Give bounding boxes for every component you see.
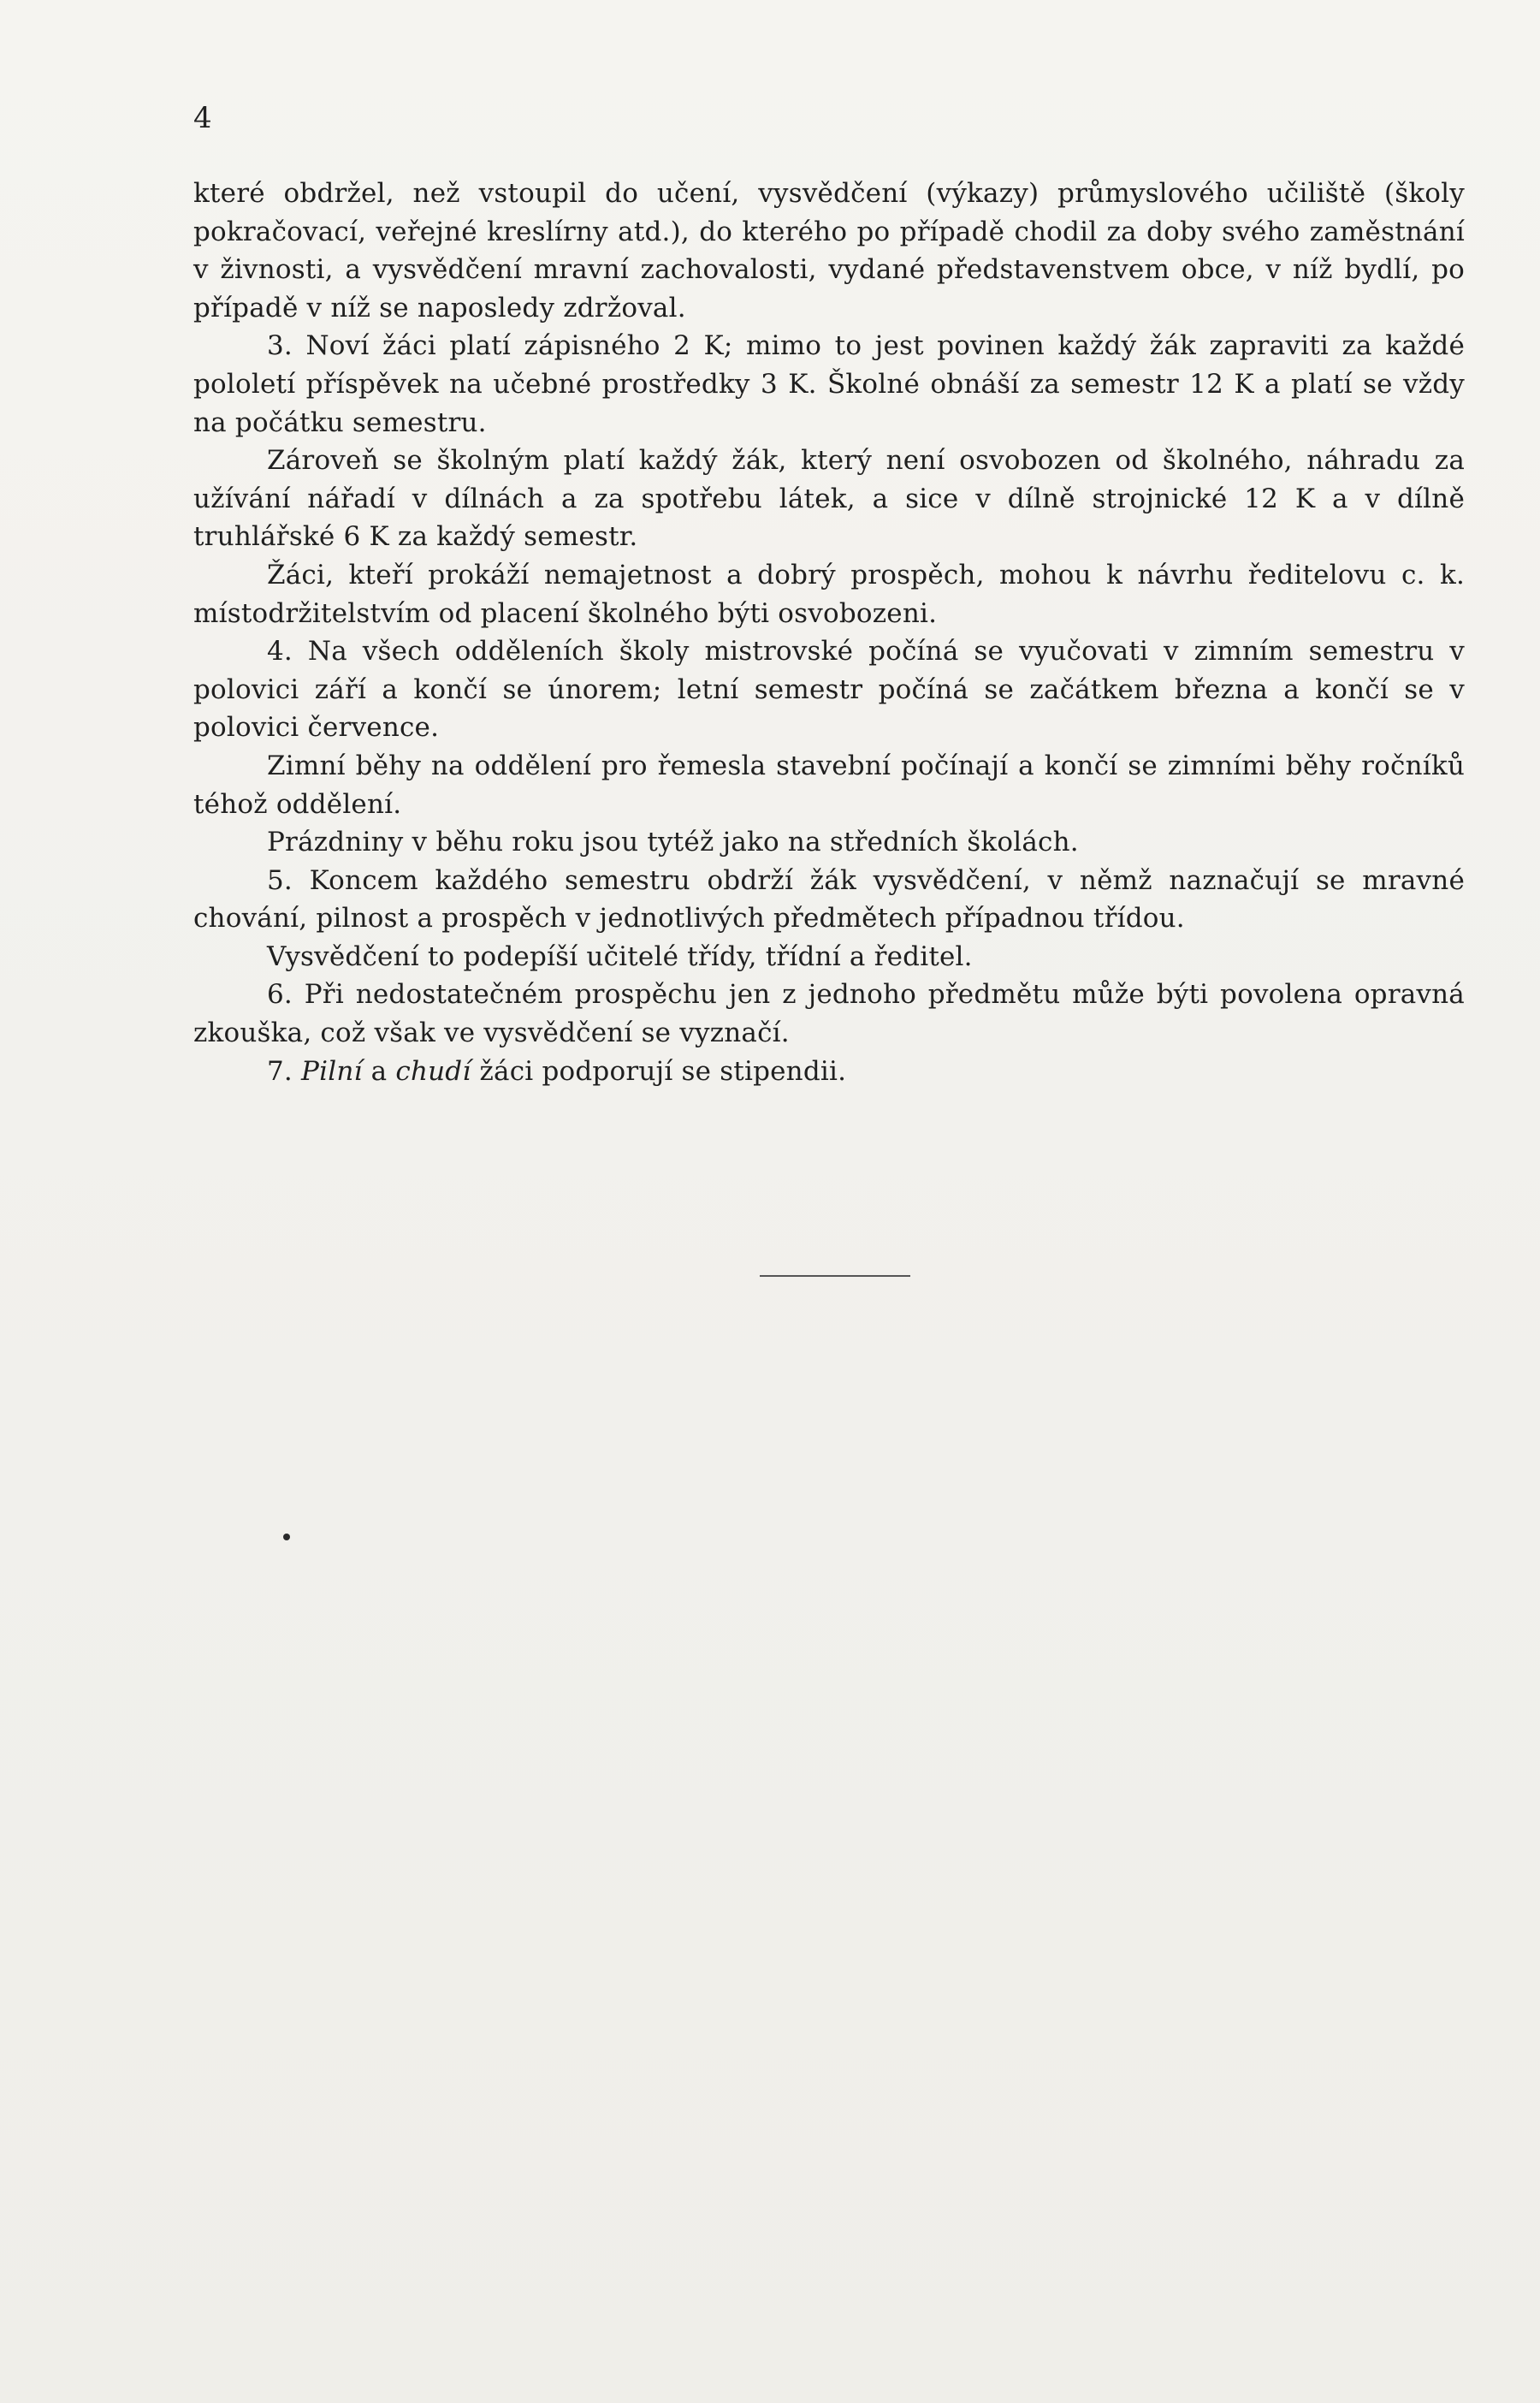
print-speck: [283, 1534, 290, 1540]
paragraph-8: 5. Koncem každého semestru obdrží žák vysvědčení, v němž naznačují se mravné chování, pilnost a prospěch v jednotlivých předmětech případnou třídou.: [193, 864, 1465, 934]
paragraph-11-suffix: žáci podporují se stipendii.: [471, 1055, 847, 1087]
italic-word-pilni: Pilní: [301, 1055, 363, 1087]
paragraph-7: Prázdniny v běhu roku jsou tytéž jako na středních školách.: [267, 827, 1079, 858]
paragraph-2: 3. Noví žáci platí zápisného 2 K; mimo to jest povinen každý žák zapraviti za každé pololetí příspěvek na učebné prostředky 3 K. Školné obnáší za semestr 12 K a platí se vždy na počátku semestru.: [193, 330, 1465, 438]
section-divider: [760, 1275, 910, 1277]
paragraph-6: Zimní běhy na oddělení pro řemesla stavební počínají a končí se zimními běhy ročníků téhož oddělení.: [193, 750, 1465, 820]
paragraph-9: Vysvědčení to podepíší učitelé třídy, třídní a ředitel.: [267, 940, 973, 972]
paragraph-11: [193, 1053, 1465, 1091]
paragraph-3: Zároveň se školným platí každý žák, který není osvobozen od školného, náhradu za užívání nářadí v dílnách a za spotřebu látek, a sice v dílně strojnické 12 K a v dílně truhlářské 6 K za každý semestr.: [193, 445, 1465, 553]
paragraph-11-prefix: 7.: [267, 1055, 302, 1087]
paragraph-11-mid: a: [362, 1055, 396, 1087]
paragraph-4: Žáci, kteří prokáží nemajetnost a dobrý prospěch, mohou k návrhu ředitelovu c. k. místodržitelstvím od placení školného býti osvobozeni.: [193, 559, 1465, 629]
paragraph-1: které obdržel, než vstoupil do učení, vysvědčení (výkazy) průmyslového učiliště (školy pokračovací, veřejné kreslírny atd.), do kterého po případě chodil za doby svého zaměstnání v živnosti, a vysvědčení mravní zachovalosti, vydané představenstvem obce, v níž bydlí, po případě v níž se naposledy zdržoval.: [193, 178, 1465, 323]
paragraph-5: 4. Na všech odděleních školy mistrovské počíná se vyučovati v zimním semestru v polovici září a končí se únorem; letní semestr počíná se začátkem března a končí se v polovici července.: [193, 636, 1465, 744]
page-number: 4: [193, 101, 212, 135]
italic-word-chudi: chudí: [395, 1055, 471, 1087]
body-text: [193, 175, 1465, 1090]
paragraph-10: 6. Při nedostatečném prospěchu jen z jednoho předmětu může býti povolena opravná zkouška, což však ve vysvědčení se vyznačí.: [193, 979, 1465, 1049]
